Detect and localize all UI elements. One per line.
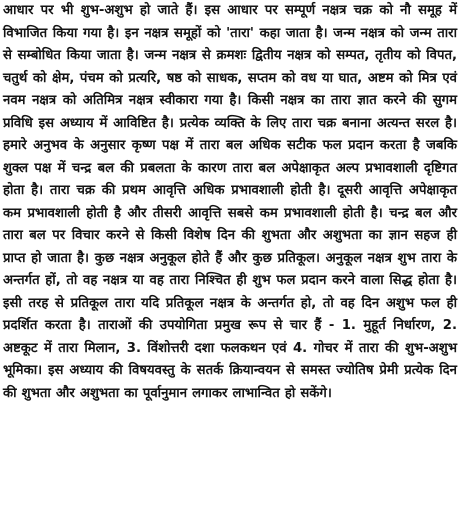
- body-paragraph: आधार पर भी शुभ-अशुभ हो जाते हैं। इस आधार पर सम्पूर्ण नक्षत्र चक्र को नौ समूह में विभाजित किया गया है। इन नक्षत्र समूहों को 'तारा' कहा जाता है। जन्म नक्षत्र को जन्म तारा से सम्बोधित किया जाता है। जन्म नक्षत्र से क्रमशः द्वितीय नक्षत्र को सम्पत, तृतीय को विपत, चतुर्थ को क्षेम, पंचम को प्रत्यरि, षष्ठ को साधक, सप्तम को वध या घात, अष्टम को मित्र एवं नवम नक्षत्र को अतिमित्र नक्षत्र स्वीकारा गया है। किसी नक्षत्र का तारा ज्ञात करने की सुगम प्रविधि इस अध्याय में आविष्टित है। प्रत्येक व्यक्ति के लिए तारा चक्र बनाना अत्यन्त सरल है। हमारे अनुभव के अनुसार कृष्ण पक्ष में तारा बल अधिक सटीक फल प्रदान करता है जबकि शुक्ल पक्ष में चन्द्र बल की प्रबलता के कारण तारा बल अपेक्षाकृत अल्प प्रभावशाली दृष्टिगत होता है। तारा चक्र की प्रथम आवृत्ति अधिक प्रभावशाली होती है। दूसरी आवृत्ति अपेक्षाकृत कम प्रभावशाली होती है और तीसरी आवृत्ति सबसे कम प्रभावशाली होती है। चन्द्र बल और तारा बल पर विचार करने से किसी विशेष दिन की शुभता और अशुभता का ज्ञान सहज ही प्राप्त हो जाता है। कुछ नक्षत्र अनुकूल होते हैं और कुछ प्रतिकूल। अनुकूल नक्षत्र शुभ तारा के अन्तर्गत हों, तो वह नक्षत्र या वह तारा निश्चित ही शुभ फल प्रदान करने वाला सिद्ध होता है। इसी तरह से प्रतिकूल तारा यदि प्रतिकूल नक्षत्र के अन्तर्गत हो, तो वह दिन अशुभ फल ही प्रदर्शित करता है। ताराओं की उपयोगिता प्रमुख रूप से चार हैं - 1. मुहूर्त निर्धारण, 2. अष्टकूट में तारा मिलान, 3. विंशोत्तरी दशा फलकथन एवं 4. गोचर में तारा की शुभ-अशुभ भूमिका। इस अध्याय की विषयवस्तु के सतर्क क्रियान्वयन से समस्त ज्योतिष प्रेमी प्रत्येक दिन की शुभता और अशुभता का पूर्वानुमान लगाकर लाभान्वित हो सकेंगे।: [3, 3, 457, 401]
